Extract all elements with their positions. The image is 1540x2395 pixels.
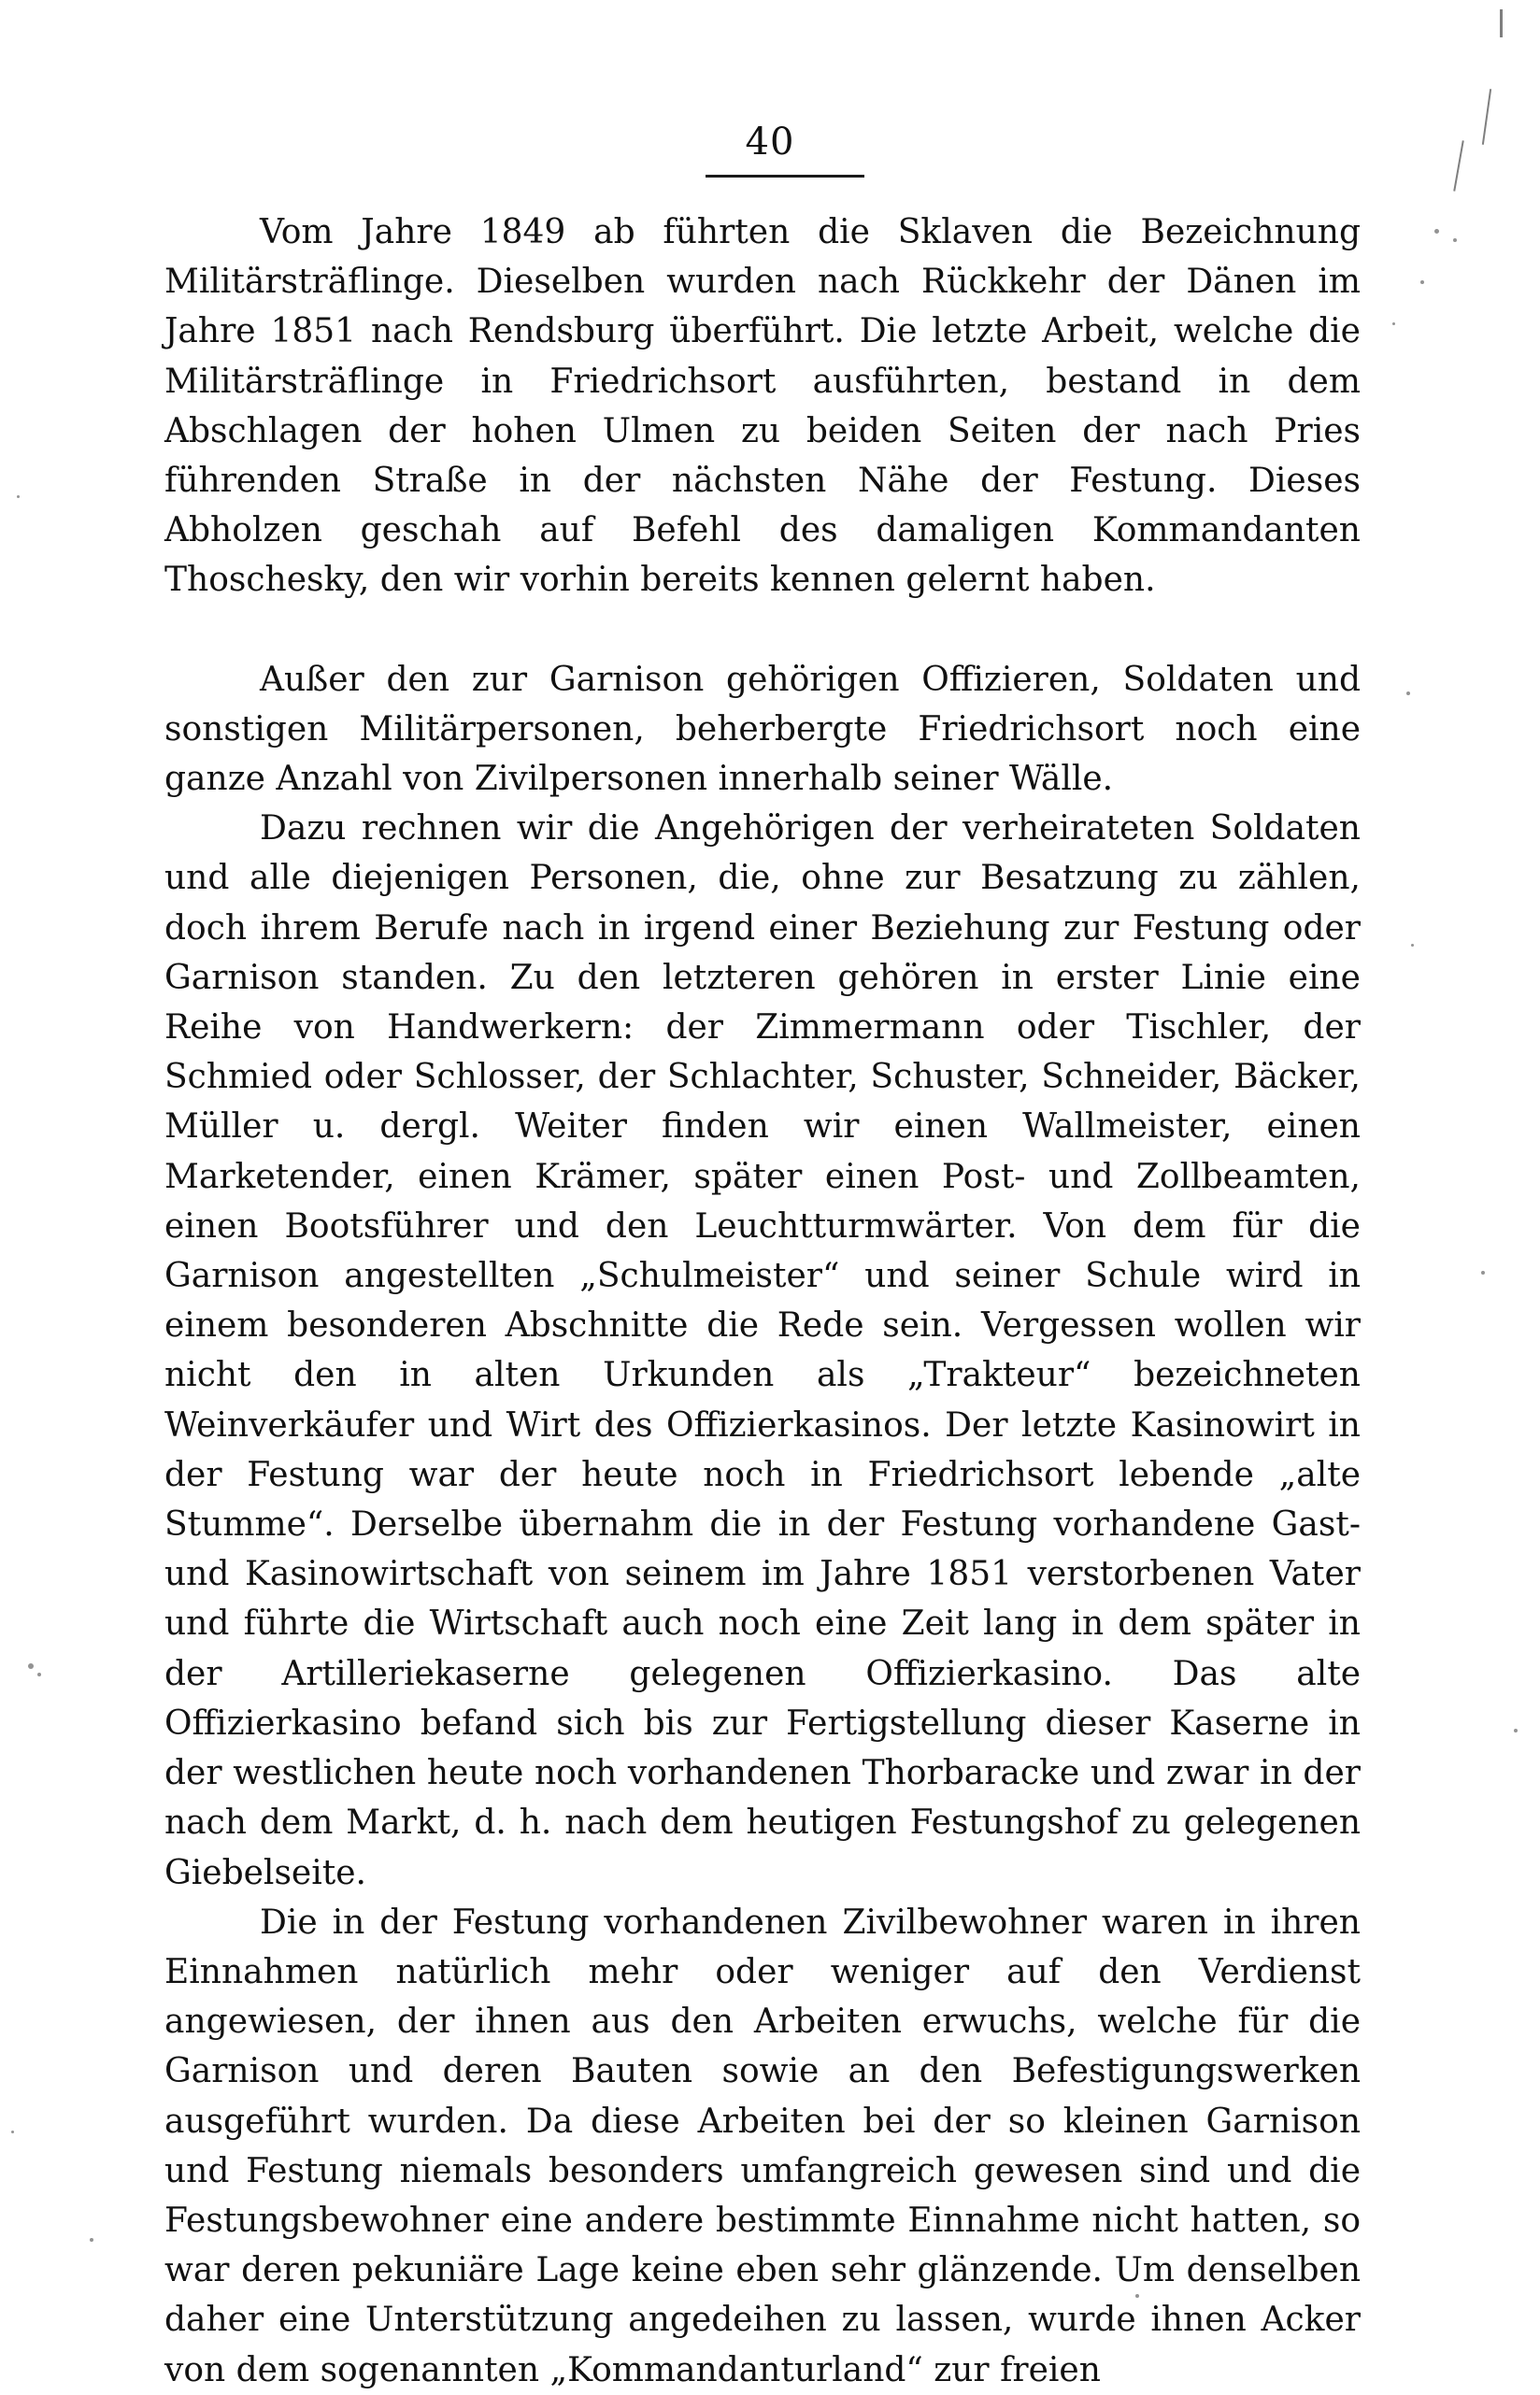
scan-speck <box>1392 322 1395 325</box>
body-text <box>164 207 1361 2395</box>
page-number: 40 <box>745 121 795 164</box>
scan-speck <box>1411 944 1414 947</box>
paragraph-militaersträflinge: Vom Jahre 1849 ab führten die Sklaven die Bezeichnung Militärsträflinge. Dieselben wurden nach Rückkehr der Dänen im Jahre 1851 nach Rendsburg überführt. Die letzte Arbeit, welche die Militärsträflinge in Friedrichsort ausführten, bestand in dem Abschlagen der hohen Ulmen zu beiden Seiten der nach Pries führenden Straße in der nächsten Nähe der Festung. Dieses Abholzen geschah auf Befehl des damaligen Kommandanten Thoschesky, den wir vorhin bereits kennen gelernt haben. <box>164 213 1361 600</box>
scan-speck <box>11 2131 14 2133</box>
scan-speck <box>1481 1271 1485 1275</box>
scan-speck <box>1135 2294 1139 2298</box>
scan-speck <box>1420 280 1424 284</box>
scan-speck <box>1453 238 1457 242</box>
scan-speck <box>1406 691 1410 695</box>
scan-speck <box>1434 229 1439 234</box>
paragraph-zivilpersonen: Außer den zur Garnison gehörigen Offizieren, Soldaten und sonstigen Militärpersonen, beherbergte Friedrichsort noch eine ganze Anzahl von Zivilpersonen innerhalb seiner Wälle. <box>164 660 1361 799</box>
scan-speck <box>90 2238 93 2242</box>
paragraph-handwerker: Dazu rechnen wir die Angehörigen der verheirateten Soldaten und alle diejenigen Personen, die, ohne zur Besatzung zu zählen, doch ihrem Berufe nach in irgend einer Beziehung zur Festung oder Garnison standen. Zu den letzteren gehören in erster Linie eine Reihe von Handwerkern: der Zimmermann oder Tischler, der Schmied oder Schlosser, der Schlachter, Schuster, Schneider, Bäcker, Müller u. dergl. Weiter finden wir einen Wallmeister, einen Marketender, einen Krämer, später einen Post- und Zollbeamten, einen Bootsführer und den Leuchtturmwärter. Von dem für die Garnison angestellten „Schulmeister“ und seiner Schule wird in einem besonderen Abschnitte die Rede sein. Vergessen wollen wir nicht den in alten Urkunden als „Trakteur“ bezeichneten Weinverkäufer und Wirt des Offizierkasinos. Der letzte Kasinowirt in der Festung war der heute noch in Friedrichsort lebende „alte Stumme“. Derselbe übernahm die in der Festung vorhandene Gast- und Kasinowirtschaft von seinem im Jahre 1851 verstorbenen Vater und führte die Wirtschaft auch noch eine Zeit lang in dem später in der Artilleriekaserne gelegenen Offizierkasino. Das alte Offizierkasino befand sich bis zur Fertigstellung dieser Kaserne in der westlichen heute noch vorhandenen Thorbaracke und zwar in der nach dem Markt, d. h. nach dem heutigen Festungshof zu gelegenen Giebelseite. <box>164 809 1361 1892</box>
scan-mark <box>1500 9 1503 37</box>
paragraph-zivilbewohner: Die in der Festung vorhandenen Zivilbewohner waren in ihren Einnahmen natürlich mehr oder weniger auf den Verdienst angewiesen, der ihnen aus den Arbeiten erwuchs, welche für die Garnison und deren Bauten sowie an den Befestigungswerken ausgeführt wurden. Da diese Arbeiten bei der so kleinen Garnison und Festung niemals besonders umfangreich gewesen sind und die Festungsbewohner eine andere bestimmte Einnahme nicht hatten, so war deren pekuniäre Lage keine eben sehr glänzende. Um denselben daher eine Unterstützung angedeihen zu lassen, wurde ihnen Acker von dem sogenannten „Kommandanturland“ zur freien <box>164 1903 1361 2389</box>
header-rule <box>706 175 864 178</box>
scan-speck <box>37 1673 41 1676</box>
scan-speck <box>1514 1729 1518 1732</box>
scan-speck <box>17 495 20 498</box>
scan-speck <box>28 1663 34 1669</box>
